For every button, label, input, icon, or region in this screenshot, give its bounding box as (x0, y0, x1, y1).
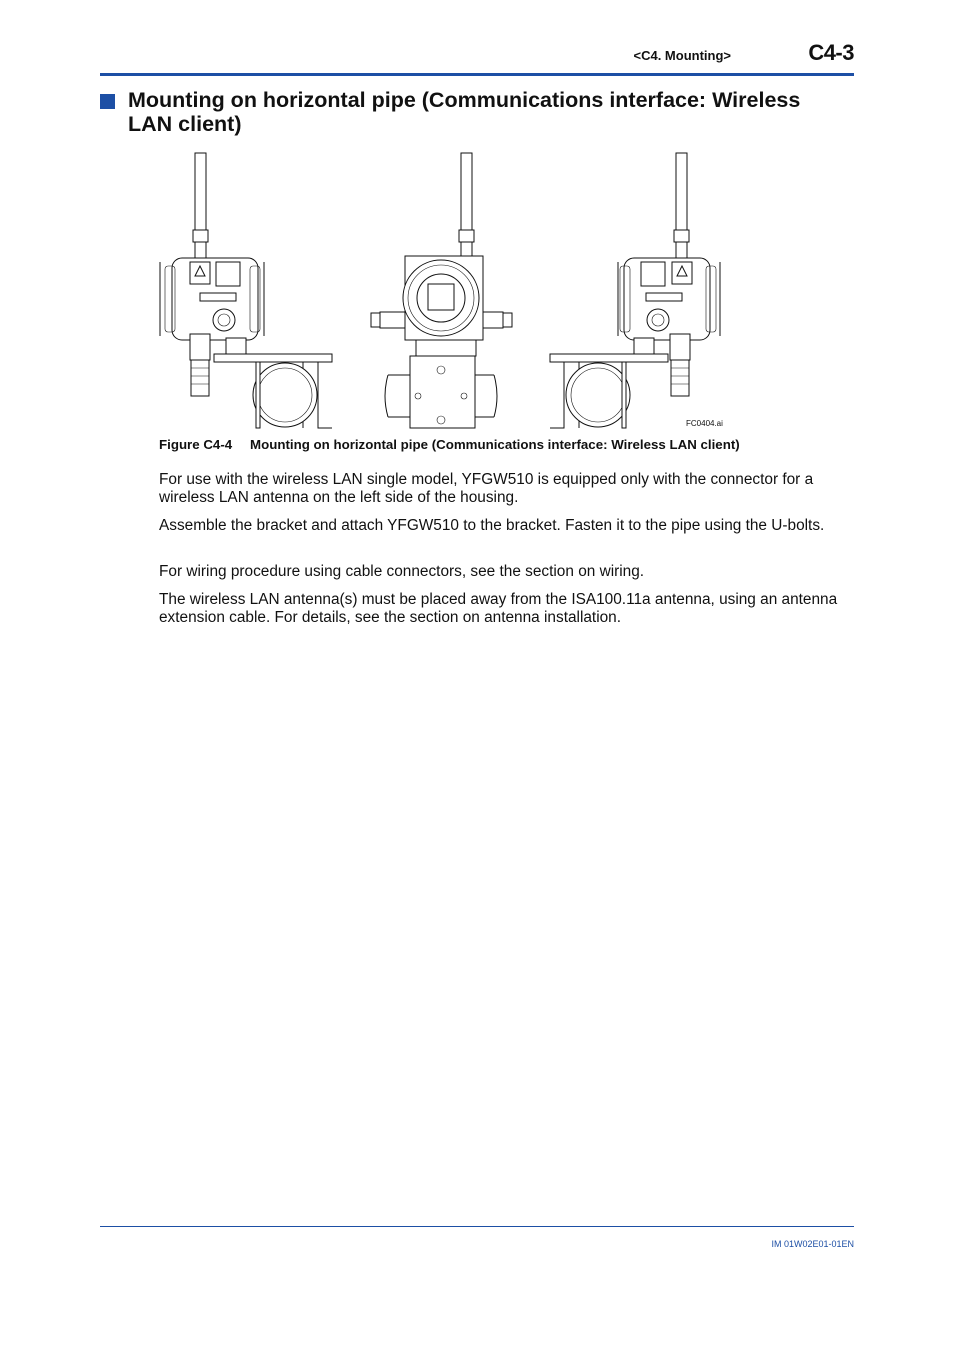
document-id: IM 01W02E01-01EN (771, 1239, 854, 1249)
header-section-title: <C4. Mounting> (633, 48, 731, 63)
body-paragraph: Assemble the bracket and attach YFGW510 to the bracket. Fasten it to the pipe using the U-bolts. (159, 517, 825, 534)
page-number: C4-3 (808, 40, 854, 65)
side-view-right (550, 153, 720, 428)
side-view-left (160, 153, 332, 428)
square-bullet-icon (100, 94, 115, 109)
body-paragraph: For wiring procedure using cable connectors, see the section on wiring. (159, 563, 645, 580)
figure-file-name: FC0404.ai (686, 419, 723, 428)
mounting-figure (155, 148, 735, 433)
body-paragraph: The wireless LAN antenna(s) must be placed away from the ISA100.11a antenna, using an antenna extension cable. For details, see the section on antenna installation. (159, 591, 838, 626)
figure-caption-text: Mounting on horizontal pipe (Communications interface: Wireless LAN client) (250, 437, 740, 452)
footer-divider (100, 1226, 854, 1227)
front-view-center (371, 153, 512, 428)
figure-caption (159, 437, 740, 452)
section-heading-text: Mounting on horizontal pipe (Communications interface: Wireless LAN client) (128, 88, 801, 136)
header-divider (100, 73, 854, 76)
body-paragraph: For use with the wireless LAN single model, YFGW510 is equipped only with the connector for a wireless LAN antenna on the left side of the housing. (159, 471, 814, 506)
figure-number: Figure C4-4 (159, 437, 233, 452)
